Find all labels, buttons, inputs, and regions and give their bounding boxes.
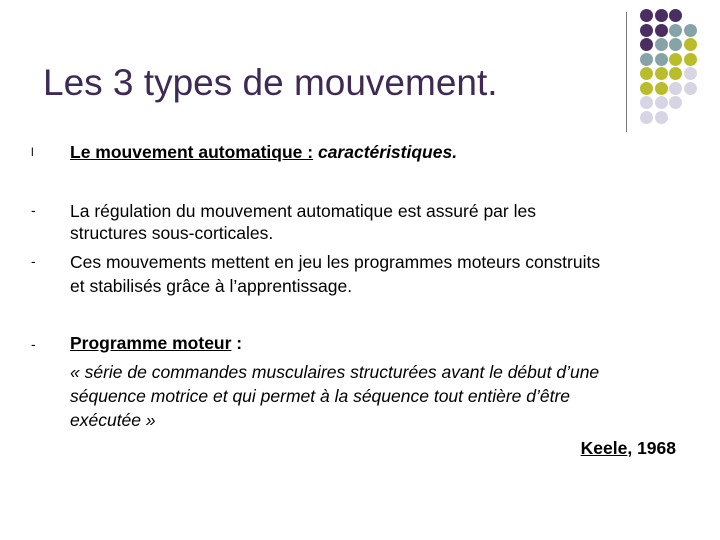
point1-line2: structures sous-corticales. <box>70 223 274 243</box>
point2-line2: et stabilisés grâce à l’apprentissage. <box>70 276 353 296</box>
citation <box>581 438 676 459</box>
citation-year: , 1968 <box>627 438 676 458</box>
dash-marker: - <box>31 336 36 352</box>
heading-italic: caractéristiques. <box>313 142 458 162</box>
quote-line1: « série de commandes musculaires structurées avant le début d’une <box>70 362 600 382</box>
slide-title: Les 3 types de mouvement. <box>43 62 498 103</box>
program-heading <box>70 332 242 354</box>
quote-line2: séquence motrice et qui permet à la séquence tout entière d’être <box>70 386 571 406</box>
quote-line3: exécutée » <box>70 410 156 430</box>
dash-marker: - <box>31 253 36 269</box>
dash-marker: - <box>31 202 36 218</box>
heading-underlined: Le mouvement automatique : <box>70 142 314 162</box>
citation-author: Keele <box>580 438 628 458</box>
bullet-marker: l <box>31 145 34 159</box>
program-label: Programme moteur <box>70 333 232 353</box>
section-heading <box>70 141 457 163</box>
point1-line1: La régulation du mouvement automatique est assuré par les <box>70 201 536 221</box>
program-colon: : <box>231 333 243 353</box>
point2-line1: Ces mouvements mettent en jeu les programmes moteurs construits <box>70 252 601 272</box>
